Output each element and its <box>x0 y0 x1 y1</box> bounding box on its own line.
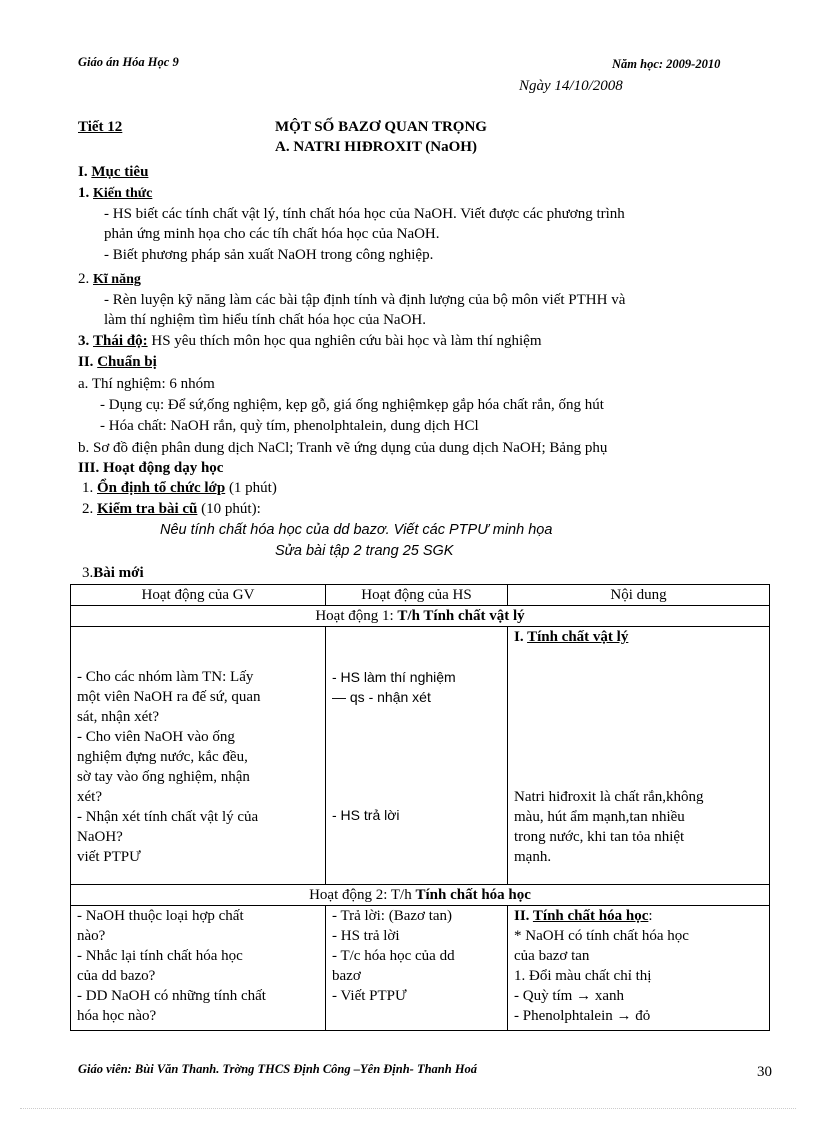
header-right: Năm học: 2009-2010 <box>612 57 721 71</box>
table-header-row <box>71 585 770 606</box>
section3-heading: III. Hoạt động dạy học <box>78 460 224 476</box>
prep-a1: - Dụng cụ: Để sứ,ống nghiệm, kẹp gỗ, giá ống nghiệmkẹp gắp hóa chất rắn, ống hút <box>100 397 604 413</box>
lesson-period: Tiết 12 <box>78 119 123 135</box>
skill-line-2: làm thí nghiệm tìm hiểu tính chất hóa học của NaOH. <box>104 312 427 328</box>
prep-b: b. Sơ đồ điện phân dung dịch NaCl; Tranh vẽ ứng dụng của dung dịch NaOH; Bảng phụ <box>78 440 608 456</box>
activity-1-gv: - Cho các nhóm làm TN: Lấy một viên NaOH ra đế sứ, quan sát, nhận xét? - Cho viên NaOH vào ống nghiệm đựng nước, kắc đều, sờ tay vào ống nghiệm, nhận xét? - Nhận xét tính chất vật lý của NaOH? viết PTPƯ <box>71 627 326 885</box>
activity-1-hs: - HS làm thí nghiệm — qs - nhận xét - HS trả lời <box>326 627 508 885</box>
activity-2-title-row <box>71 885 770 906</box>
skill-line-1: - Rèn luyện kỹ năng làm các bài tập định tính và định lượng của bộ môn viết PTHH và <box>104 292 626 308</box>
footer-text: Giáo viên: Bùi Văn Thanh. Trờng THCS Định Công –Yên Định- Thanh Hoá <box>78 1062 478 1076</box>
activity-2-nd: II. Tính chất hóa học: * NaOH có tính chất hóa học của bazơ tan 1. Đổi màu chất chỉ thị - Quỳ tím → xanh - Phenolphtalein → đỏ <box>508 906 770 1031</box>
prep-a: a. Thí nghiệm: 6 nhóm <box>78 376 215 392</box>
attitude-line: 3. Thái độ: HS yêu thích môn học qua nghiên cứu bài học và làm thí nghiệm <box>78 333 542 349</box>
header-date: Ngày 14/10/2008 <box>519 78 623 94</box>
knowledge-heading: 1. Kiến thức <box>78 185 153 201</box>
activity-2-hs: - Trả lời: (Bazơ tan) - HS trả lời - T/c hóa học của dd bazơ - Viết PTPƯ <box>326 906 508 1031</box>
prep-a2: - Hóa chất: NaOH rắn, quỳ tím, phenolphtalein, dung dịch HCl <box>100 418 479 434</box>
activity-2-title: Hoạt động 2: T/h Tính chất hóa học <box>71 885 770 906</box>
activity-1-nd: I. Tính chất vật lý Natri hiđroxit là chất rắn,không màu, hút ẩm mạnh,tan nhiều trong nước, khi tan tỏa nhiệt mạnh. <box>508 627 770 885</box>
lesson-subtitle: A. NATRI HIĐROXIT (NaOH) <box>275 139 477 155</box>
header-left: Giáo án Hóa Học 9 <box>78 55 179 69</box>
step1: 1. Ổn định tổ chức lớp (1 phút) <box>82 480 277 496</box>
activity-2-row <box>71 906 770 1031</box>
skill-heading: 2. Kĩ năng <box>78 271 141 287</box>
page-bottom-divider <box>20 1108 796 1109</box>
nd-chemical-title: II. Tính chất hóa học: <box>514 908 653 924</box>
knowledge-line-1: - HS biết các tính chất vật lý, tính chất hóa học của NaOH. Viết được các phương trình <box>104 206 625 222</box>
section1-heading: I. Mục tiêu <box>78 164 149 180</box>
activity-2-gv: - NaOH thuộc loại hợp chất nào? - Nhắc lại tính chất hóa học của dd bazo? - DD NaOH có những tính chất hóa học nào? <box>71 906 326 1031</box>
activity-table <box>70 584 770 1031</box>
activity-1-title-row <box>71 606 770 627</box>
activity-1-row <box>71 627 770 885</box>
page-number: 30 <box>757 1064 772 1080</box>
step3: 3.Bài mới <box>82 565 144 581</box>
lesson-title: MỘT SỐ BAZƠ QUAN TRỌNG <box>275 119 487 135</box>
header-nd: Nội dung <box>508 585 770 606</box>
step2: 2. Kiểm tra bài cũ (10 phút): <box>82 501 261 517</box>
knowledge-line-3: - Biết phương pháp sản xuất NaOH trong công nghiệp. <box>104 247 434 263</box>
section2-heading: II. Chuẩn bị <box>78 354 157 370</box>
activity-1-title: Hoạt động 1: T/h Tính chất vật lý <box>71 606 770 627</box>
old-lesson-question-1: Nêu tính chất hóa học của dd bazơ. Viết các PTPƯ minh họa <box>160 522 553 538</box>
knowledge-line-2: phản ứng minh họa cho các tíh chất hóa học của NaOH. <box>104 226 440 242</box>
header-gv: Hoạt động của GV <box>71 585 326 606</box>
nd-physical-title: I. Tính chất vật lý <box>514 629 629 645</box>
old-lesson-question-2: Sửa bài tập 2 trang 25 SGK <box>275 543 454 559</box>
header-hs: Hoạt động của HS <box>326 585 508 606</box>
